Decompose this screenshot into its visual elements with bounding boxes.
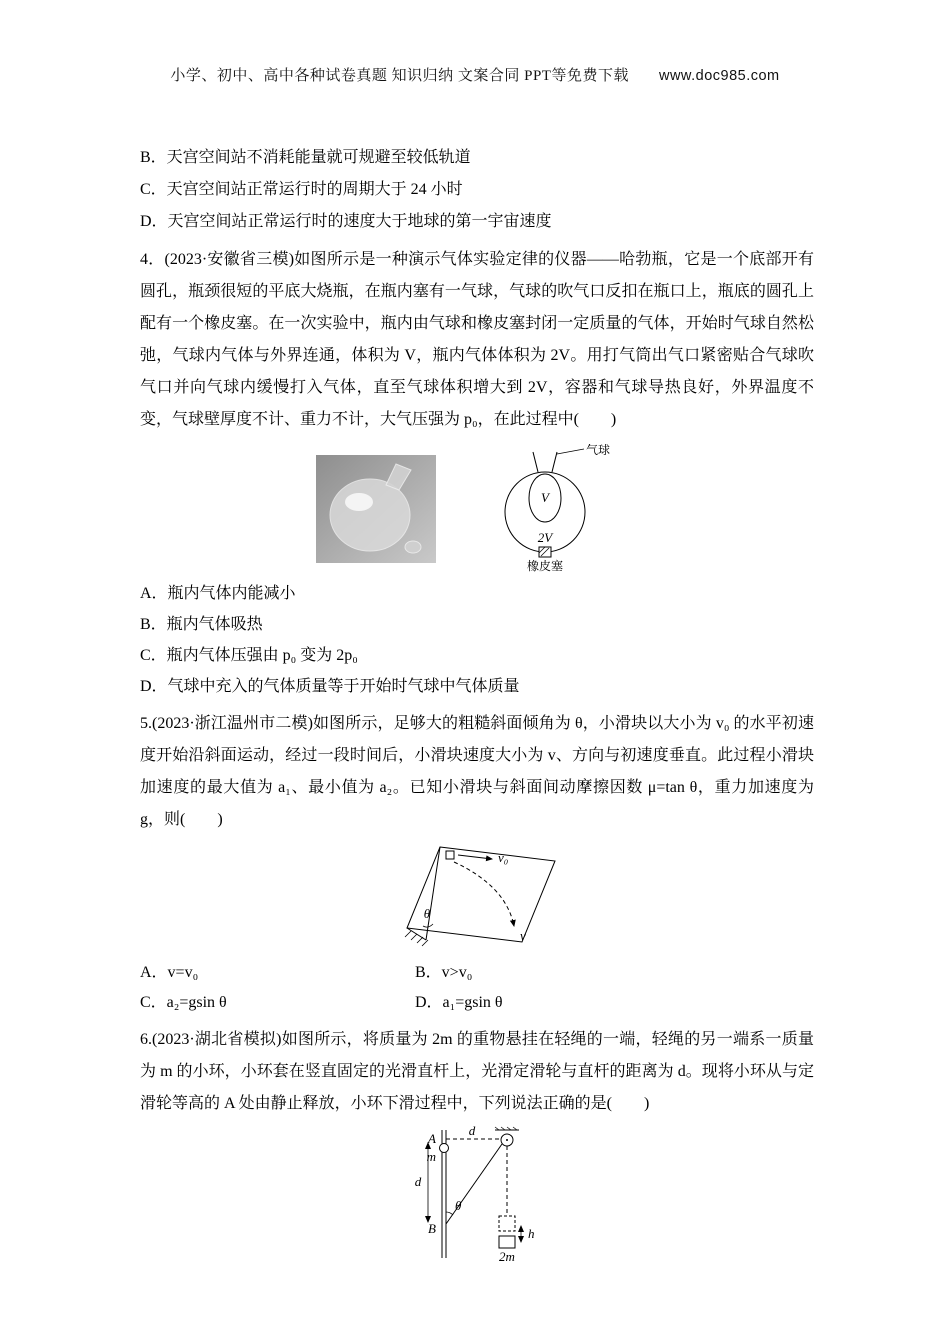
q6-rod-pulley-diagram — [392, 1126, 562, 1266]
wedge-front-edge — [426, 847, 440, 940]
incline-face — [407, 847, 555, 942]
q4-stem: 4．(2023·安徽省三模)如图所示是一种演示气体实验定律的仪器——哈勃瓶，它是一个底部开有圆孔，瓶颈很短的平底大烧瓶，在瓶内塞有一气球，气球的吹气口反扣在瓶口上，瓶底的圆孔上配有一个橡皮塞。在一次实验中，瓶内由气球和橡皮塞封闭一定质量的气体，开始时气球自然松弛，气球内气体与外界连通，体积为 V，瓶内气体体积为 2V。用打气筒出气口紧密贴合气球吹气口并向气球内缓慢打入气体，直至气球体积增大到 2V，容器和气球导热良好，外界温度不变，气球壁厚度不计、重力不计，大气压强为 p₀，在此过程中( ) — [140, 251, 814, 428]
point-a-label: A — [428, 1131, 436, 1146]
drop-h-label: h — [528, 1226, 535, 1241]
q3-option-d: D．天宫空间站正常运行时的速度大于地球的第一宇宙速度 — [140, 213, 552, 230]
flask-photo-image — [316, 455, 436, 563]
q6-figure-wrap — [140, 1126, 814, 1266]
q5-incline-diagram — [390, 842, 565, 954]
q4-option-b: B．瓶内气体吸热 — [140, 616, 263, 633]
point-b-label: B — [428, 1221, 436, 1236]
q3-options — [140, 142, 814, 238]
flask-photo — [316, 455, 436, 563]
q5-option-a: A．v=v₀ — [140, 964, 199, 981]
q5-theta-label: θ — [423, 906, 430, 921]
q5-option-d: D．a₁=gsin θ — [415, 994, 503, 1011]
sliding-block — [446, 851, 454, 859]
ring-mass-label: m — [426, 1149, 436, 1164]
q3-option-c: C．天宫空间站正常运行时的周期大于 24 小时 — [140, 181, 463, 198]
header-site-link[interactable]: www.doc985.com — [658, 68, 780, 84]
q5-option-c: C．a₂=gsin θ — [140, 994, 227, 1011]
q3-option-b: B．天宫空间站不消耗能量就可规避至较低轨道 — [140, 149, 471, 166]
q4-option-d: D．气球中充入的气体质量等于开始时气球中气体质量 — [140, 678, 520, 695]
photo-highlight — [345, 493, 373, 511]
q5-options — [140, 958, 814, 1018]
q4-options — [140, 578, 814, 702]
q6-theta-label: θ — [455, 1198, 462, 1213]
q6-stem: 6.(2023·湖北省模拟)如图所示，将质量为 2m 的重物悬挂在轻绳的一端，轻绳的另一端系一质量为 m 的小环，小环套在竖直固定的光滑直杆上，光滑定滑轮与直杆的距离为 d。现将小环从与定滑轮等高的 A 处由静止释放，小环下滑过程中，下列说法正确的是( ) — [140, 1031, 814, 1112]
trajectory-path — [454, 862, 514, 926]
pulley-axle — [506, 1139, 508, 1141]
photo-stopper — [405, 541, 421, 553]
weight-initial-position — [499, 1216, 515, 1231]
ground-hatch-1 — [405, 931, 411, 937]
neck-right — [552, 452, 557, 472]
header-slogan: 小学、初中、高中各种试卷真题 知识归纳 文案合同 PPT等免费下载 — [170, 68, 629, 84]
q4-option-a: A．瓶内气体内能减小 — [140, 585, 296, 602]
q6-theta-arc — [446, 1212, 453, 1215]
weight-block — [499, 1236, 515, 1248]
flask-volume-label: 2V — [537, 530, 553, 545]
balloon-leader-line — [557, 449, 584, 454]
stopper-label: 橡皮塞 — [526, 559, 564, 573]
q5-v0-label: v₀ — [497, 850, 508, 865]
top-distance-label: d — [468, 1126, 476, 1138]
q4-flask-diagram — [488, 444, 638, 574]
ring-on-rod — [440, 1144, 449, 1153]
q5-v-label: v — [519, 928, 526, 943]
exam-content — [140, 142, 814, 1270]
ground-hatch-4 — [422, 940, 428, 946]
left-distance-label: d — [414, 1174, 422, 1189]
q5-stem: 5.(2023·浙江温州市二模)如图所示，足够大的粗糙斜面倾角为 θ，小滑块以大小为 v₀ 的水平初速度开始沿斜面运动，经过一段时间后，小滑块速度大小为 v、方向与初速度垂直。此过程小滑块加速度的最大值为 a₁、最小值为 a₂。已知小滑块与斜面间动摩擦因数 μ=tan θ，重力加速度为 g，则( ) — [140, 715, 814, 828]
ground-hatch-3 — [417, 937, 423, 943]
v0-arrow — [458, 855, 492, 859]
q5-option-b: B．v>v₀ — [415, 964, 473, 981]
ground-hatch-2 — [411, 934, 417, 940]
q4-option-c: C．瓶内气体压强由 p₀ 变为 2p₀ — [140, 647, 358, 664]
neck-left — [533, 452, 538, 472]
q5-figure-wrap — [140, 842, 814, 954]
page-header — [0, 64, 950, 85]
balloon-label: 气球 — [586, 444, 611, 457]
q4-figure-row — [140, 444, 814, 574]
weight-label: 2m — [499, 1249, 515, 1264]
inner-volume-label: V — [541, 490, 549, 505]
